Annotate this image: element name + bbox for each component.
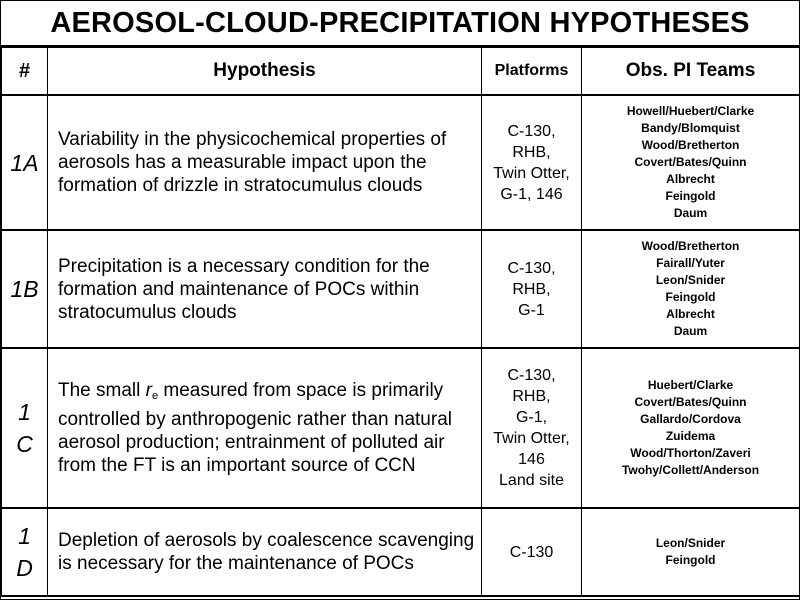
- hypothesis-id-line: 1: [18, 399, 31, 425]
- hypothesis-text: Variability in the physicochemical properties of aerosols has a measurable impact upon the formation of drizzle in stratocumulus clouds: [48, 95, 482, 230]
- platforms-cell: [482, 230, 582, 348]
- pi-team: Daum: [673, 206, 708, 220]
- pi-team: Gallardo/Cordova: [640, 412, 741, 426]
- table-row: [2, 230, 800, 348]
- platform-item: C-130,: [507, 122, 556, 140]
- pi-team: Feingold: [665, 553, 716, 567]
- pi-team: Howell/Huebert/Clarke: [626, 104, 755, 118]
- table-row: [2, 95, 800, 230]
- pi-team: Feingold: [665, 189, 716, 203]
- pi-team: Albrecht: [666, 172, 715, 186]
- platform-item: RHB,: [512, 388, 551, 405]
- hypothesis-text: [48, 348, 482, 508]
- pi-team: Wood/Thorton/Zaveri: [630, 446, 751, 460]
- platforms-cell: [482, 95, 582, 230]
- hypothesis-text-end: measured from space is primarily controlled by anthropogenic rather than natural aerosol production; entrainment of polluted air from the FT is an important source of CCN: [58, 380, 452, 476]
- platform-item: G-1: [518, 301, 545, 319]
- pi-team: Bandy/Blomquist: [641, 121, 740, 135]
- platform-item: Twin Otter,: [493, 164, 570, 182]
- pi-teams-cell: [582, 95, 800, 230]
- pi-team: Wood/Bretherton: [641, 138, 740, 152]
- header-number: #: [2, 48, 48, 96]
- table-header-row: [2, 48, 800, 96]
- hypothesis-id-line: 1: [18, 523, 31, 549]
- header-platforms: Platforms: [482, 48, 582, 96]
- pi-team: Twohy/Collett/Anderson: [621, 463, 760, 477]
- hypothesis-id: [2, 230, 48, 348]
- platform-item: 146: [518, 451, 545, 468]
- pi-team: Huebert/Clarke: [647, 378, 734, 392]
- platforms-cell: [482, 348, 582, 508]
- platform-item: Land site: [499, 472, 564, 489]
- table-row: [2, 348, 800, 508]
- header-pi-teams: Obs. PI Teams: [582, 48, 800, 96]
- hypothesis-text-start: The small: [58, 380, 146, 401]
- pi-team: Leon/Snider: [655, 536, 726, 550]
- platform-item: C-130,: [507, 367, 556, 384]
- hypothesis-id-line: 1B: [10, 276, 39, 302]
- platform-item: G-1, 146: [500, 185, 563, 203]
- pi-team: Covert/Bates/Quinn: [634, 395, 747, 409]
- platform-item: RHB,: [512, 280, 551, 298]
- pi-team: Daum: [673, 324, 708, 338]
- pi-teams-cell: [582, 230, 800, 348]
- hypotheses-table: [1, 47, 800, 597]
- pi-teams-cell: [582, 508, 800, 596]
- platform-item: G-1,: [515, 409, 548, 426]
- pi-team: Fairall/Yuter: [656, 256, 725, 270]
- hypothesis-id-line: C: [16, 431, 33, 457]
- table-row: [2, 508, 800, 596]
- pi-team: Zuidema: [665, 429, 716, 443]
- hypothesis-id: [2, 348, 48, 508]
- pi-team: Feingold: [665, 290, 716, 304]
- hypothesis-id: [2, 508, 48, 596]
- hypothesis-id: [2, 95, 48, 230]
- hypothesis-text: Precipitation is a necessary condition for the formation and maintenance of POCs within stratocumulus clouds: [48, 230, 482, 348]
- effective-radius-subscript: e: [151, 390, 159, 402]
- slide-title: AEROSOL-CLOUD-PRECIPITATION HYPOTHESES: [1, 1, 799, 47]
- platform-item: RHB,: [512, 143, 551, 161]
- header-hypothesis: Hypothesis: [48, 48, 482, 96]
- hypothesis-text: Depletion of aerosols by coalescence scavenging is necessary for the maintenance of POCs: [48, 508, 482, 596]
- pi-team: Albrecht: [666, 307, 715, 321]
- platform-item: C-130,: [507, 259, 556, 277]
- pi-team: Wood/Bretherton: [641, 239, 740, 253]
- platform-item: C-130: [509, 543, 554, 561]
- pi-team: Leon/Snider: [655, 273, 726, 287]
- platform-item: Twin Otter,: [493, 430, 570, 447]
- effective-radius-symbol: r: [145, 380, 152, 401]
- hypothesis-id-line: 1A: [10, 149, 39, 176]
- pi-team: Covert/Bates/Quinn: [634, 155, 747, 169]
- pi-teams-cell: [582, 348, 800, 508]
- platforms-cell: [482, 508, 582, 596]
- hypothesis-id-line: D: [16, 555, 33, 581]
